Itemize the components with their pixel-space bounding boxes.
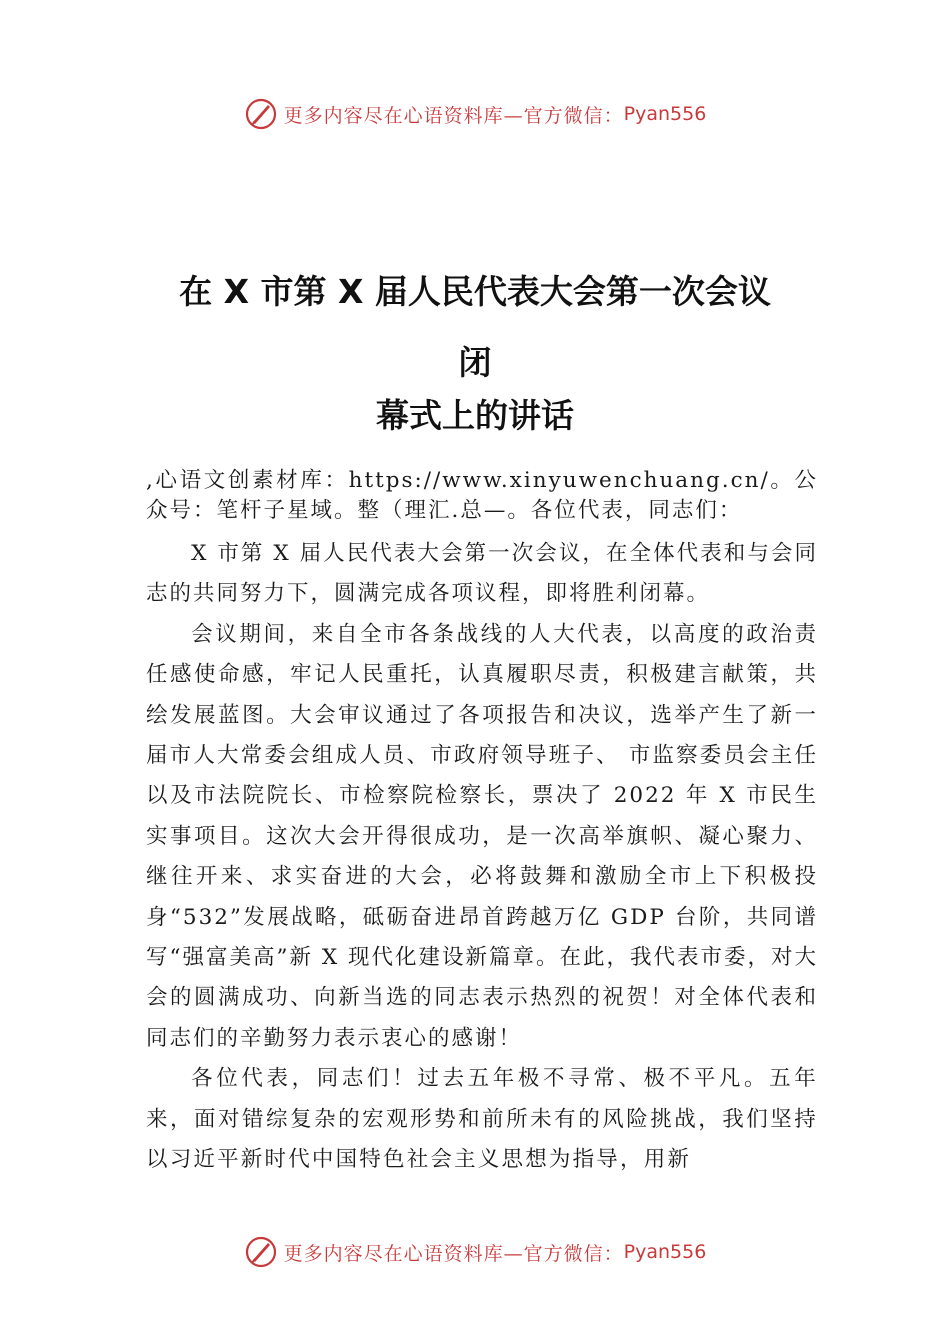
wechat-id: Pyan556 <box>623 103 707 125</box>
intro-paragraph: ,心语文创素材库：https://www.xinyuwenchuang.cn/。公众号：笔杆子星域。整（理汇.总—。各位代表，同志们： <box>146 468 818 523</box>
quill-pen-icon <box>244 97 278 131</box>
title-line-2: 闭 <box>458 343 492 382</box>
footer-banner <box>0 1232 950 1272</box>
banner-text: 更多内容尽在心语资料库—官方微信： <box>283 1242 624 1265</box>
header-banner <box>0 94 950 134</box>
title-line-3: 幕式上的讲话 <box>376 396 574 435</box>
paragraph-2: 会议期间，来自全市各条战线的人大代表，以高度的政治责任感使命感，牢记人民重托，认真履职尽责，积极建言献策，共绘发展蓝图。大会审议通过了各项报告和决议，选举产生了新一届市人大常委会组成人员、市政府领导班子、 市监察委员会主任以及市法院院长、市检察院检察长，票决了 2022 年 X 市民生实事项目。这次大会开得很成功，是一次高举旗帜、凝心聚力、继往开来、求实奋进的大会，必将鼓舞和激励全市上下积极投身“532”发展战略，砥砺奋进昂首跨越万亿 GDP 台阶，共同谱写“强富美高”新 X 现代化建设新篇章。在此，我代表市委，对大会的圆满成功、向新当选的同志表示热烈的祝贺！对全体代表和同志们的辛勤努力表示衷心的感谢！ <box>146 621 818 1051</box>
document-body <box>146 466 818 1181</box>
quill-pen-icon <box>244 1235 278 1269</box>
paragraph-1: X 市第 X 届人民代表大会第一次会议，在全体代表和与会同志的共同努力下，圆满完成各项议程，即将胜利闭幕。 <box>146 541 818 607</box>
wechat-id: Pyan556 <box>623 1241 707 1263</box>
title-line-1: 在 X 市第 X 届人民代表大会第一次会议 <box>179 272 771 311</box>
paragraph-3: 各位代表，同志们！过去五年极不寻常、极不平凡。五年来，面对错综复杂的宏观形势和前所未有的风险挑战，我们坚持以习近平新时代中国特色社会主义思想为指导，用新 <box>146 1066 818 1173</box>
banner-text: 更多内容尽在心语资料库—官方微信： <box>283 104 624 127</box>
